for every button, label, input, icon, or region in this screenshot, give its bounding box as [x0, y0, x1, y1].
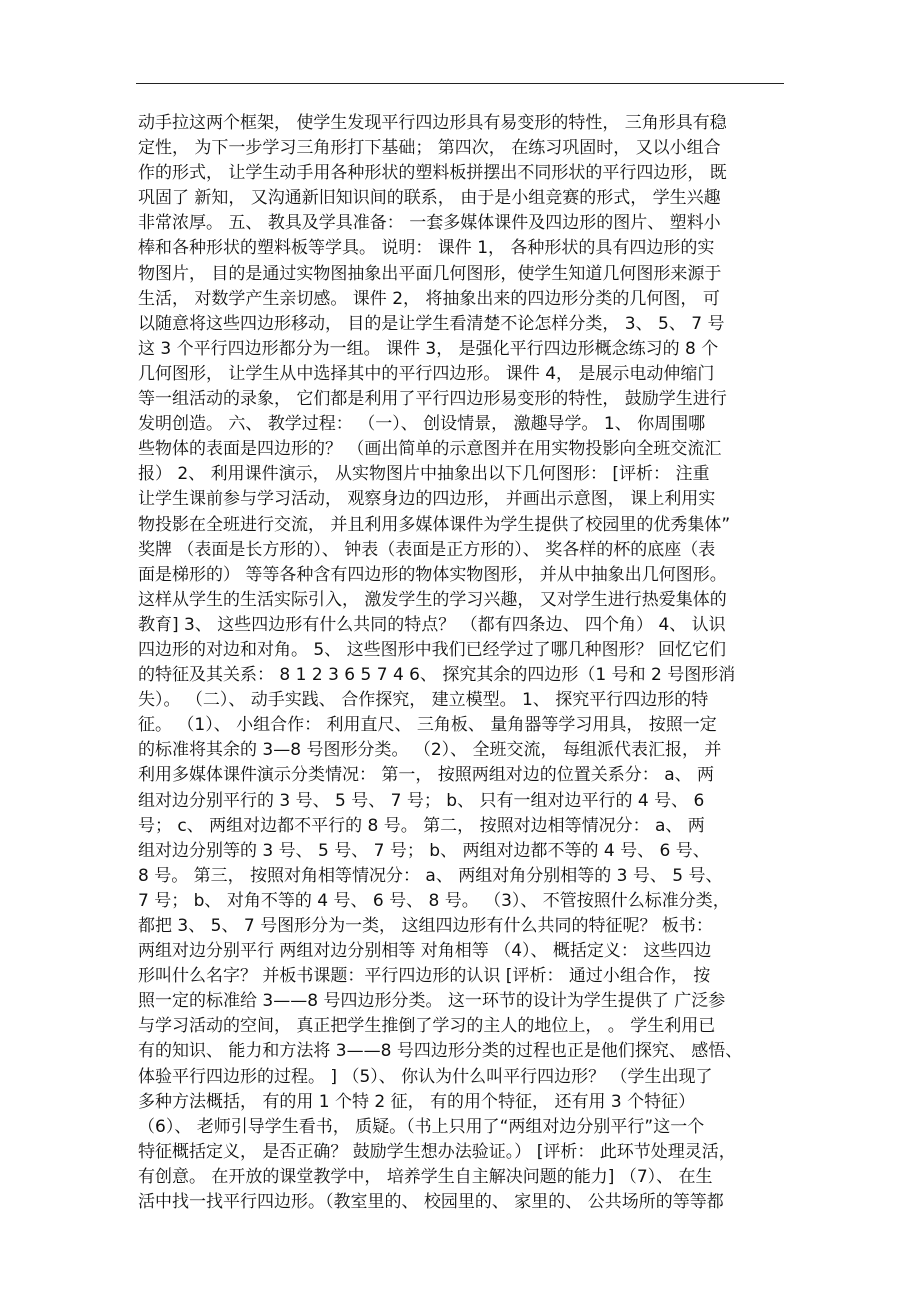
header-divider	[136, 83, 784, 84]
text-line: 棒和各种形状的塑料板等学具。 说明： 课件 1， 各种形状的具有四边形的实	[138, 238, 715, 259]
text-line: 组对边分别平行的 3 号、 5 号、 7 号； b、 只有一组对边平行的 4 号、 6	[138, 790, 705, 811]
text-line: 多种方法概括， 有的用 1 个特 2 征， 有的用个特征， 还有用 3 个特征）	[138, 1091, 696, 1112]
text-line: 巩固了 新知， 又沟通新旧知识间的联系， 由于是小组竞赛的形式， 学生兴趣	[138, 188, 721, 209]
text-line: 教育] 3、 这些四边形有什么共同的特点？ （都有四条边、 四个角） 4、 认识	[138, 614, 726, 635]
text-line: 征。 （1）、 小组合作： 利用直尺、 三角板、 量角器等学习用具， 按照一定	[138, 715, 717, 736]
text-line: 照一定的标准给 3——8 号四边形分类。 这一环节的设计为学生提供了 广泛参	[138, 991, 726, 1012]
text-line: 几何图形， 让学生从中选择其中的平行四边形。 课件 4， 是展示电动伸缩门	[138, 363, 715, 384]
text-line: 物图片， 目的是通过实物图抽象出平面几何图形，使学生知道几何图形来源于	[138, 263, 722, 284]
text-line: 物投影在全班进行交流， 并且利用多媒体课件为学生提供了校园里的优秀集体”	[138, 514, 731, 535]
text-line: 两组对边分别平行 两组对边分别相等 对角相等 （4）、 概括定义： 这些四边	[138, 941, 712, 962]
text-line: 报） 2、 利用课件演示， 从实物图片中抽象出以下几何图形： [评析： 注重	[138, 464, 710, 485]
text-line: 奖牌 （表面是长方形的）、 钟表（表面是正方形的）、 奖各样的杯的底座（表	[138, 539, 716, 560]
text-line: 与学习活动的空间， 真正把学生推倒了学习的主人的地位上， 。 学生利用已	[138, 1016, 716, 1037]
text-line: 7 号； b、 对角不等的 4 号、 6 号、 8 号。 （3）、 不管按照什么标准分类，	[138, 890, 730, 911]
document-body	[138, 111, 788, 1215]
text-line: 四边形的对边和对角。 5、 这些图形中我们已经学过了哪几种图形？ 回忆它们	[138, 639, 727, 660]
text-line: 体验平行四边形的过程。 ] （5）、 你认为什么叫平行四边形？ （学生出现了	[138, 1066, 713, 1087]
text-line: 有的知识、 能力和方法将 3——8 号四边形分类的过程也正是他们探究、 感悟、	[138, 1041, 743, 1062]
text-line: 以随意将这些四边形移动， 目的是让学生看清楚不论怎样分类， 3、 5、 7 号	[138, 313, 725, 334]
text-line: 面是梯形的） 等等各种含有四边形的物体实物图形， 并从中抽象出几何图形。	[138, 564, 727, 585]
text-line: 些物体的表面是四边形的？ （画出简单的示意图并在用实物投影向全班交流汇	[138, 439, 722, 460]
text-line: 让学生课前参与学习活动， 观察身边的四边形， 并画出示意图， 课上利用实	[138, 489, 716, 510]
text-line: 作的形式， 让学生动手用各种形状的塑料板拼摆出不同形状的平行四边形， 既	[138, 163, 727, 184]
text-line: 生活， 对数学产生亲切感。 课件 2， 将抽象出来的四边形分类的几何图， 可	[138, 288, 720, 309]
text-line: 利用多媒体课件演示分类情况： 第一， 按照两组对边的位置关系分： a、 两	[138, 765, 715, 786]
text-line: 的标准将其余的 3—8 号图形分类。 （2）、 全班交流， 每组派代表汇报， 并	[138, 740, 722, 761]
text-line: 发明创造。 六、 教学过程： （一）、 创设情景， 激趣导学。 1、 你周围哪	[138, 414, 706, 435]
text-line: 这 3 个平行四边形都分为一组。 课件 3， 是强化平行四边形概念练习的 8 个	[138, 338, 719, 359]
text-line: （6）、 老师引导学生看书， 质疑。（书上只用了“两组对边分别平行”这一个	[138, 1116, 705, 1137]
text-line: 失）。 （二）、 动手实践、 合作探究， 建立模型。 1、 探究平行四边形的特	[138, 690, 709, 711]
text-line: 这样从学生的生活实际引入， 激发学生的学习兴趣， 又对学生进行热爱集体的	[138, 589, 727, 610]
text-line: 组对边分别等的 3 号、 5 号、 7 号； b、 两组对边都不等的 4 号、 6 号、	[138, 840, 710, 861]
text-line: 的特征及其关系： 8 1 2 3 6 5 7 4 6、 探究其余的四边形（1 号和 2 号图形消	[138, 665, 736, 686]
text-line: 有创意。 在开放的课堂教学中， 培养学生自主解决问题的能力] （7）、 在生	[138, 1166, 713, 1187]
text-line: 定性， 为下一步学习三角形打下基础； 第四次， 在练习巩固时， 又以小组合	[138, 138, 721, 159]
text-line: 活中找一找平行四边形。（教室里的、 校园里的、 家里的、 公共场所的等等都	[138, 1192, 724, 1213]
text-line: 都把 3、 5、 7 号图形分为一类， 这组四边形有什么共同的特征呢？ 板书：	[138, 916, 713, 936]
text-line: 8 号。 第三， 按照对角相等情况分： a、 两组对角分别相等的 3 号、 5 号、	[138, 865, 723, 886]
text-line: 等一组活动的录象， 它们都是利用了平行四边形易变形的特性， 鼓励学生进行	[138, 389, 727, 410]
text-line: 动手拉这两个框架， 使学生发现平行四边形具有易变形的特性， 三角形具有稳	[138, 113, 727, 133]
text-line: 特征概括定义， 是否正确？ 鼓励学生想办法验证。） [评析： 此环节处理灵活，	[138, 1141, 736, 1162]
text-line: 形叫什么名字？ 并板书课题：平行四边形的认识 [评析： 通过小组合作， 按	[138, 966, 711, 987]
text-line: 非常浓厚。 五、 教具及学具准备： 一套多媒体课件及四边形的图片、 塑料小	[138, 213, 721, 234]
text-line: 号； c、 两组对边都不平行的 8 号。 第二， 按照对边相等情况分： a、 两	[138, 815, 705, 836]
